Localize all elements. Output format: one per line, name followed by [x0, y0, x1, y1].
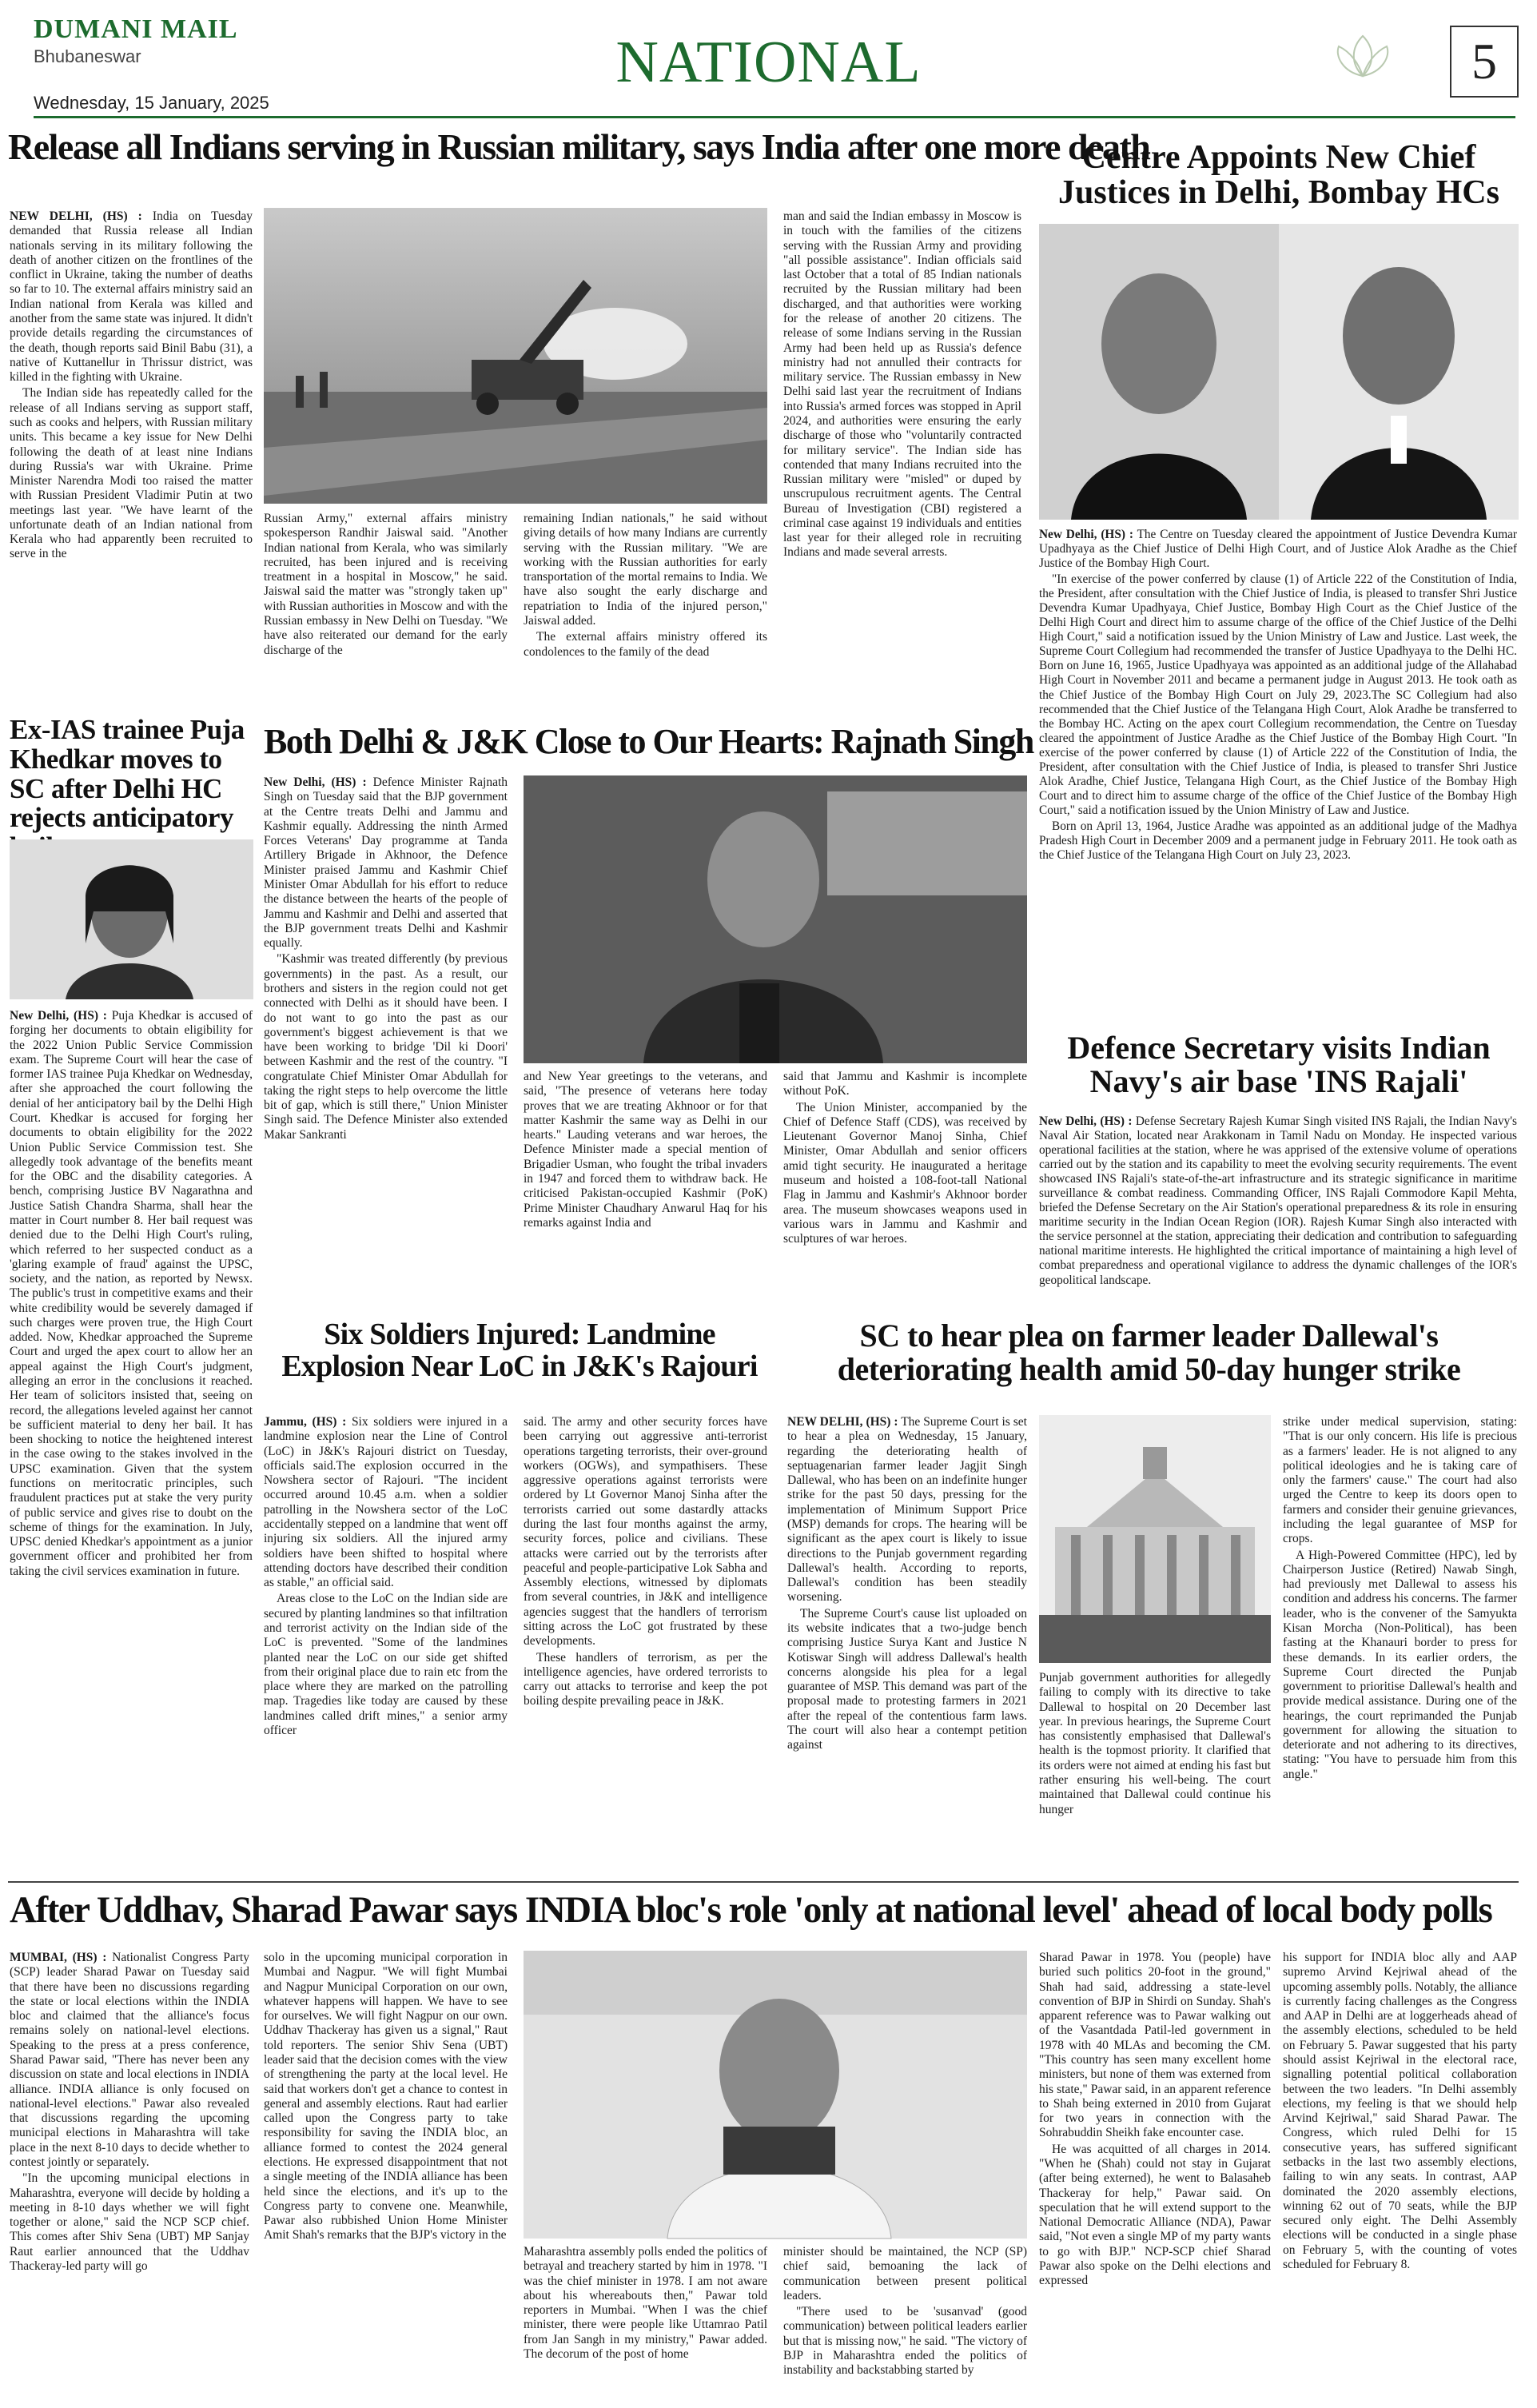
khedkar-body: New Delhi, (HS) : Puja Khedkar is accused of forging her documents to obtain eligibility for the 2022 Union Public Service Commission exam. The Supreme Court will hear the case of former IAS trainee Puja Khedkar on Wednesday, after she approached the court following the denial of her anticipatory bail by the Delhi High Court. Khedkar is accused for forging her documents to obtain eligibility for the 2022 Union Public Service Commission test. She allegedly took advantage of the benefits meant for the OBC and the disability categories. A bench, comprising Justice BV Nagarathna and Justice Satish Chandra Sharma, shall hear the matter in Court number 8. Her bail request was denied due to the Delhi High Court's ruling, which referred to her suspected conduct as a 'glaring example of fraud' against the UPSC, society, and the nation, as reported by Newsx. The public's trust in competitive exams and their white credibility would be severely damaged if such charges were proven true, the High Court added. Now, Khedkar approached the Supreme Court and urged the apex court to allow her an appeal against the High Court's judgment, alleging an error in the conclusions it reached. Her team of solicitors insisted that, seeing on record, the allegations leveled against her cannot be sufficient material to deny her bail. It has been shocking to notice the heightened interest in the case owing to the stakes involved in the UPSC examination. Given that the system functions on meritocratic principles, such fraudulent practices put at stake the very purity of public service and gives rise to doubt on the scheme of things for the examination. In July, UPSC denied Khedkar's appointment as a junior government officer and prohibited her from taking the civil services examination in future.	[10, 1009, 253, 1578]
pawar-dateline: MUMBAI, (HS) :	[10, 1951, 107, 1964]
rajnath-col2: and New Year greetings to the veterans, and said, "The presence of veterans here today proves that we are treating Akhnoor or for that matter Kashmir the same way as Delhi in our hearts." Lauding veterans and war heroes, the Defence Minister made a special mention of Brigadier Usman, who fought the tribal invaders in 1947 and forced them to withdraw back. He criticised Pakistan-occupied Kashmir (PoK) Prime Minister Chaudhary Anwarul Haq for his remarks against India and	[524, 1070, 767, 1230]
pawar-col1: MUMBAI, (HS) : Nationalist Congress Party (SCP) leader Sharad Pawar on Tuesday said that there have been no discussions regarding the state or local elections within the INDIA bloc and claimed that the alliance's focus remains solely on national-level elections. Speaking to the press at a press conference, Sharad Pawar said, "There has never been any discussion on state and local elections in INDIA alliance. INDIA alliance is only focused on national-level elections." Pawar also revealed that discussions regarding the upcoming municipal elections in Maharashtra will take place in the next 8-10 days to decide whether to contest jointly or separately. "In the upcoming municipal elections in Maharashtra, everyone will decide by holding a meeting in 8-10 days whether we will fight together or alone," said the NCP SCP chief. This comes after Shiv Sena (UBT) MP Sanjay Raut earlier announced that the Uddhav Thackeray-led party will go	[10, 1951, 250, 2273]
rajnath-col1: New Delhi, (HS) : Defence Minister Rajnath Singh on Tuesday said that the BJP government at the Centre treats Delhi and Jammu and Kashmir equally. Addressing the ninth Armed Forces Veterans' Day programme at Tanda Artillery Brigade in Akhnoor, the Defence Minister praised Jammu and Kashmir Chief Minister Omar Abdullah for his effort to reduce the distance between the hearts of the people of Jammu and Kashmir and Delhi and asserted that the BJP government treats Delhi and Kashmir equally. "Kashmir was treated differently (by previous governments) in the past. As a result, our brothers and sisters in the region could not get connected with Delhi as it should have been. I do not want to go into the past as our government's biggest achievement is that we have been working to bridge 'Dil ki Doori' between Kashmir and the rest of the country. "I congratulate Chief Minister Omar Abdullah for taking the right steps to help overcome the little bit of gap, which is still there," Union Minister Singh said. The Defence Minister also extended Makar Sankranti	[264, 775, 508, 1142]
dallewal-dateline: NEW DELHI, (HS) :	[787, 1415, 898, 1429]
pawar-top-rule	[8, 1881, 1519, 1883]
section-title: NATIONAL	[615, 30, 922, 95]
soldiers-col1: Jammu, (HS) : Six soldiers were injured in a landmine explosion near the Line of Control (LoC) in J&K's Rajouri district on Tuesday, officials said.The explosion occurred in the Nowshera sector of Rajouri. "The incident occurred around 10.45 a.m. when a soldier patrolling in the Nowshera sector of the LoC accidentally stepped on a landmine that went off injuring six soldiers. All the injured army soldiers have been shifted to hospital where attending doctors have described their condition as stable," an official said. Areas close to the LoC on the Indian side are secured by planting landmines so that infiltration and terrorist activity on the Indian side of the LoC is prevented. "Some of the landmines planted near the LoC on our side get shifted from their original place due to rain etc from the place where they are marked on the patrolling map. Tragedies like today are caused by these landmines called drift mines," a senior army officer	[264, 1415, 508, 1737]
pawar-headline: After Uddhav, Sharad Pawar says INDIA bloc's role 'only at national level' ahead of local body polls	[10, 1889, 1492, 1931]
russia-col3: remaining Indian nationals," he said without giving details of how many Indians are currently serving with the Russian military. "We are working with the Russian authorities for early transportation of the mortal remains to India. We have also sought the early discharge and repatriation to India of the injured person," Jaiswal added. The external affairs ministry offered its condolences to the family of the dead	[524, 512, 767, 659]
ins-body: New Delhi, (HS) : Defense Secretary Rajesh Kumar Singh visited INS Rajali, the Indian Navy's Naval Air Station, located near Arakkonam in Tamil Nadu on Monday. He inspected various operational facilities at the station, where he was apprised of the extensive volume of operations carried out by the station and its capability to meet the evolving security requirements. The event showcased INS Rajali's state-of-the-art infrastructure and its strategic significance in maritime surveillance & combat readiness. Commanding Officer, INS Rajali Commodore Kapil Mehta, briefed the Defense Secretary on the Air Station's operational preparedness & its role in ensuring maritime security in the Indian Ocean Region (IOR). Rajesh Kumar Singh also interacted with the service personnel at the station, appreciating their dedication and contribution to safeguarding national maritime interests. He highlighted the critical importance of maintaining a high level of combat preparedness and operational vigilance to address the dynamic challenges of the IOR's geopolitical landscape.	[1039, 1114, 1517, 1287]
soldiers-dateline: Jammu, (HS) :	[264, 1415, 347, 1429]
justices-headline: Centre Appoints New Chief Justices in Delhi, Bombay HCs	[1058, 139, 1499, 212]
rajnath-col3: said that Jammu and Kashmir is incomplete without PoK. The Union Minister, accompanied by the Chief of Defence Staff (CDS), was received by Lieutenant Governor Manoj Sinha, Chief Minister, Omar Abdullah and senior officers amid tight security. He inaugurated a heritage museum and hoisted a 108-foot-tall National Flag in Jammu and Kashmir's Akhnoor border area. The museum showcases weapons used in various wars in Jammu and Kashmir and sculptures of war heroes.	[783, 1070, 1027, 1246]
paper-name: DUMANI MAIL	[34, 14, 238, 44]
soldiers-headline: Six Soldiers Injured: Landmine Explosion Near LoC in J&K's Rajouri	[281, 1318, 758, 1383]
page-number: 5	[1471, 33, 1497, 90]
pawar-col4: minister should be maintained, the NCP (SP) chief said, bemoaning the lack of communication between present political leaders. "There used to be 'susanvad' (good communication) between political leaders earlier but that is missing now," he said. "The victory of BJP in Maharashtra ended the politics of instability and backstabbing started by	[783, 2245, 1027, 2378]
russia-col4: man and said the Indian embassy in Moscow is in touch with the families of the citizens serving with the Russian Army and providing "all possible assistance". Indian officials said last October that a total of 85 Indian nationals recruited by the Russian military had been discharged, and that authorities were working for the release of another 20 citizens. The release of some Indians serving in the Russian Army had been held up as Russia's defence ministry had not annulled their contracts for military service. The Russian embassy in New Delhi said last year the recruitment of Indians into Russia's armed forces was stopped in April 2024, and authorities were ensuring the early discharge of those who "voluntarily contracted for military service". The Indian side has contended that many Indians recruited into the Russian military were "misled" or duped by unscrupulous recruitment agents. The Central Bureau of Investigation (CBI) registered a criminal case against 19 individuals and entities last year for their alleged role in recruiting Indians and made several arrests.	[783, 209, 1021, 560]
pawar-col3: Maharashtra assembly polls ended the politics of betrayal and treachery started by him in 1978. "I was the chief minister in 1978. I am not aware about his whereabouts then," Pawar told reporters in Mumbai. "When I was the chief minister, there were people like Uttamrao Patil from Jan Sangh in my ministry," Pawar added. The decorum of the post of home	[524, 2245, 767, 2361]
lotus-emblem-icon	[1327, 32, 1399, 80]
ins-headline: Defence Secretary visits Indian Navy's air base 'INS Rajali'	[1067, 1030, 1491, 1099]
supreme-court-photo	[1039, 1415, 1271, 1663]
issue-date: Wednesday, 15 January, 2025	[34, 93, 269, 113]
pawar-col5: Sharad Pawar in 1978. You (people) have buried such politics 20-foot in the ground," Shah had said, addressing a state-level convention of BJP in Shirdi on Sunday. Shah's apparent reference was to Pawar walking out of the Vasantdada Patil-led government in 1978 with 40 MLAs and becoming the CM. "This country has seen many excellent home ministers, but none of them was externed from his state," Pawar said, in an apparent reference to Shah being externed in 2010 from Gujarat for two years in connection with the Sohrabuddin Sheikh fake encounter case. He was acquitted of all charges in 2014. "When he (Shah) could not stay in Gujarat (after being externed), he went to Balasaheb Thackeray for help," Pawar said. On speculation that he will extend support to the National Democratic Alliance (NDA), Pawar said, "Not even a single MP of my party wants to go with BJP." NCP-SCP chief Sharad Pawar also spoke on the Delhi elections and expressed	[1039, 1951, 1271, 2288]
dallewal-headline: SC to hear plea on farmer leader Dallewal's deteriorating health amid 50-day hunger strike	[837, 1318, 1461, 1387]
ins-dateline: New Delhi, (HS) :	[1039, 1114, 1133, 1128]
rajnath-photo	[524, 775, 1027, 1063]
masthead	[0, 0, 1537, 95]
justices-photo	[1039, 224, 1519, 520]
dallewal-col1: NEW DELHI, (HS) : The Supreme Court is set to hear a plea on Wednesday, 15 January, regarding the deteriorating health of septuagenarian farmer leader Jagjit Singh Dallewal, who has been on an indefinite hunger strike for the past 50 days, pressing for the implementation of Minimum Support Price (MSP) demands for crops. The hearing will be significant as the apex court is likely to issue directions to the Punjab government regarding Dallewal's health. According to reports, Dallewal's condition has been steadily worsening. The Supreme Court's cause list uploaded on its website indicates that a two-judge bench comprising Justice Surya Kant and Justice N Kotiswar Singh will address Dallewal's health concerns alongside his plea for a legal guarantee of MSP. This demand was part of the proposal made to protesting farmers in 2021 after the repeal of the contentious farm laws. The court will also hear a contempt petition against	[787, 1415, 1027, 1752]
khedkar-photo	[10, 839, 253, 999]
russia-headline: Release all Indians serving in Russian military, says India after one more death	[8, 126, 1150, 167]
justices-body: New Delhi, (HS) : The Centre on Tuesday cleared the appointment of Justice Devendra Kumar Upadhyaya as the Chief Justice of Delhi High Court, and of Justice Alok Aradhe as the Chief Justice of the Bombay High Court. "In exercise of the power conferred by clause (1) of Article 222 of the Constitution of India, the President, after consultation with the Chief Justice of India, is pleased to transfer Shri Justice Devendra Kumar Upadhyaya, Chief Justice, Bombay High Court as the Chief Justice of the Delhi High Court and direct him to assume charge of the office of the Chief Justice of the Delhi High Court," said a notification issued by the Union Ministry of Law and Justice. Last week, the Supreme Court Collegium had recommended the transfer of Justice Upadhyaya to the Delhi HC. Born on June 16, 1965, Justice Upadhyaya was appointed as an additional judge of the Allahabad High Court in November 2011 and became a permanent judge in August 2013. He took oath as the Chief Justice of the Bombay High Court on July 29, 2023.The SC Collegium had also recommended that the Chief Justice of the Telangana High Court, Alok Aradhe be transferred to the Bombay HC. Acting on the apex court Collegium recommendation, the Centre on Tuesday cleared the appointment of Justice Aradhe as the Chief Justice of the Bombay High Court. "In exercise of the power conferred by clause (1) of Article 222 of the Constitution of India, the President, after consultation with the Chief Justice of India, is pleased to transfer Shri Justice Alok Aradhe, Chief Justice, Telangana High Court, as the Chief Justice of the Bombay High Court and to direct him to assume charge of the office of the Chief Justice of the Bombay High Court," said a notification issued by the Union Ministry of Law and Justice. Born on April 13, 1964, Justice Aradhe was appointed as an additional judge of the Madhya Pradesh High Court in December 2009 and a permanent judge in February 2011. He took oath as the Chief Justice of the Telangana High Court on July 23, 2023.	[1039, 528, 1517, 863]
pawar-col2: solo in the upcoming municipal corporation in Mumbai and Nagpur. "We will fight Mumbai and Nagpur Municipal Corporation on our own, whatever happens will happen. We have to see for ourselves. We will fight Nagpur on our own. Uddhav Thackeray has given us a signal," Raut told reporters. The senior Shiv Sena (UBT) leader said that the decision comes with the view of strengthening the party at the local level. He said that workers don't get a chance to contest in general and assembly elections. Raut had earlier called upon the Congress party to take responsibility for saving the INDIA bloc, an alliance formed to contest the 2024 general elections. He expressed disappointment that not a single meeting of the INDIA alliance has been held since the elections, and it's up to the Congress party to convene one. Meanwhile, Pawar also rubbished Union Home Minister Amit Shah's remarks that the BJP's victory in the	[264, 1951, 508, 2243]
justices-dateline: New Delhi, (HS) :	[1039, 528, 1133, 541]
rajnath-dateline: New Delhi, (HS) :	[264, 775, 367, 789]
dallewal-col2: Punjab government authorities for allegedly failing to comply with its directive to take Dallewal to hospital on 20 December last year. In previous hearings, the Supreme Court has consistently emphasised that Dallewal's health is the topmost priority. It clarified that its orders were not aimed at ending his fast but rather ensuring his well-being. The court maintained that Dallewal could continue his hunger	[1039, 1671, 1271, 1816]
khedkar-dateline: New Delhi, (HS) :	[10, 1009, 107, 1023]
russia-col1: NEW DELHI, (HS) : India on Tuesday demanded that Russia release all Indian nationals serving in its military following the death of another citizen on the frontlines of the conflict in Ukraine, taking the number of deaths so far to 10. The external affairs ministry said an Indian national from Kerala was killed and another from the same state was injured. It didn't provide details regarding the circumstances of the death, though reports said Binil Babu (31), a native of Kuttanellur in Thrissur district, was killed in the fighting with Ukraine. The Indian side has repeatedly called for the release of all Indians serving as support staff, such as cooks and helpers, with Russian military units. This became a key issue for New Delhi following the death of at least nine Indians during Russia's war with Ukraine. Prime Minister Narendra Modi too raised the matter with Russian President Vladimir Putin at two meetings last year. "We have learnt of the unfortunate death of an Indian national from Kerala who had apparently been recruited to serve in the	[10, 209, 253, 561]
russia-col2: Russian Army," external affairs ministry spokesperson Randhir Jaiswal said. "Another Indian national from Kerala, who was similarly recruited, has been injured and is receiving treatment in a hospital in Moscow," he said. Jaiswal said the matter was "strongly taken up" with Russian authorities in Moscow and with the Russian embassy in New Delhi on Tuesday. "We have also reiterated our demand for the early discharge of the	[264, 512, 508, 657]
russia-photo-rocket-launcher	[264, 208, 767, 504]
masthead-rule	[34, 116, 1515, 118]
pawar-col6: his support for INDIA bloc ally and AAP supremo Arvind Kejriwal ahead of the upcoming assembly polls. Notably, the alliance is currently facing challenges as the Congress and AAP in Delhi are at loggerheads ahead of the assembly elections, scheduled to be held on February 5. Pawar suggested that his party should assist Kejriwal in the electoral race, signalling potential political collaboration between the two leaders. "In Delhi assembly elections, my feeling is that we should help Arvind Kejriwal," said Sharad Pawar. The Congress, which ruled Delhi for 15 consecutive years, has suffered significant setbacks in the last two assembly elections, failing to win any seats. In contrast, AAP dominated the 2020 assembly elections, winning 62 out of 70 seats, while the BJP secured only eight. The Delhi Assembly elections will be conducted in a single phase on February 5, with the counting of votes scheduled for February 8.	[1283, 1951, 1518, 2271]
russia-dateline: NEW DELHI, (HS) :	[10, 209, 142, 223]
page-number-box	[1450, 26, 1519, 98]
rajnath-headline: Both Delhi & J&K Close to Our Hearts: Rajnath Singh	[264, 722, 1033, 761]
paper-city: Bhubaneswar	[34, 46, 141, 66]
dallewal-col3: strike under medical supervision, stating: "That is our only concern. His life is precious as a farmers' leader. He is not aligned to any political ideologies and he is taking care of only the farmers' cause." The court had also urged the Centre to keep its doors open to farmers and consider their genuine grievances, including the legal guarantee of MSP for crops. A High-Powered Committee (HPC), led by Chairperson Justice (Retired) Nawab Singh, had previously met Dallewal to assess his condition and address his concerns. The farmer leader, who is the convener of the Samyukta Kisan Morcha (Non-Political), has been fasting at the Khanauri border to press for these demands. In its earlier orders, the Supreme Court directed the Punjab government to prioritise Dallewal's health and provide medical assistance. During one of the hearings, the court reprimanded the Punjab government for allowing the situation to deteriorate and not adhering to its directives, stating: "You have to persuade him from this angle."	[1283, 1415, 1517, 1781]
pawar-photo	[524, 1951, 1027, 2239]
soldiers-col2: said. The army and other security forces have been carrying out aggressive anti-terrorist operations targeting terrorists, their over-ground workers (OGWs), and sympathisers. These aggressive operations against terrorists were ordered by Lt Governor Manoj Sinha after the terrorists carried out some dastardly attacks during the last four months against the army, security forces, police and civilians. These attacks were carried out by the terrorists after peaceful and people-participative Lok Sabha and Assembly elections, witnessed by diplomats from several countries, in J&K and intelligence agencies suggest that the handlers of terrorism sitting across the LoC got frustrated by these developments. These handlers of terrorism, as per the intelligence agencies, have ordered terrorists to carry out attacks to terrorise and keep the pot boiling despite prevailing peace in J&K.	[524, 1415, 767, 1708]
khedkar-headline: Ex-IAS trainee Puja Khedkar moves to SC after Delhi HC rejects anticipatory	[10, 714, 245, 834]
